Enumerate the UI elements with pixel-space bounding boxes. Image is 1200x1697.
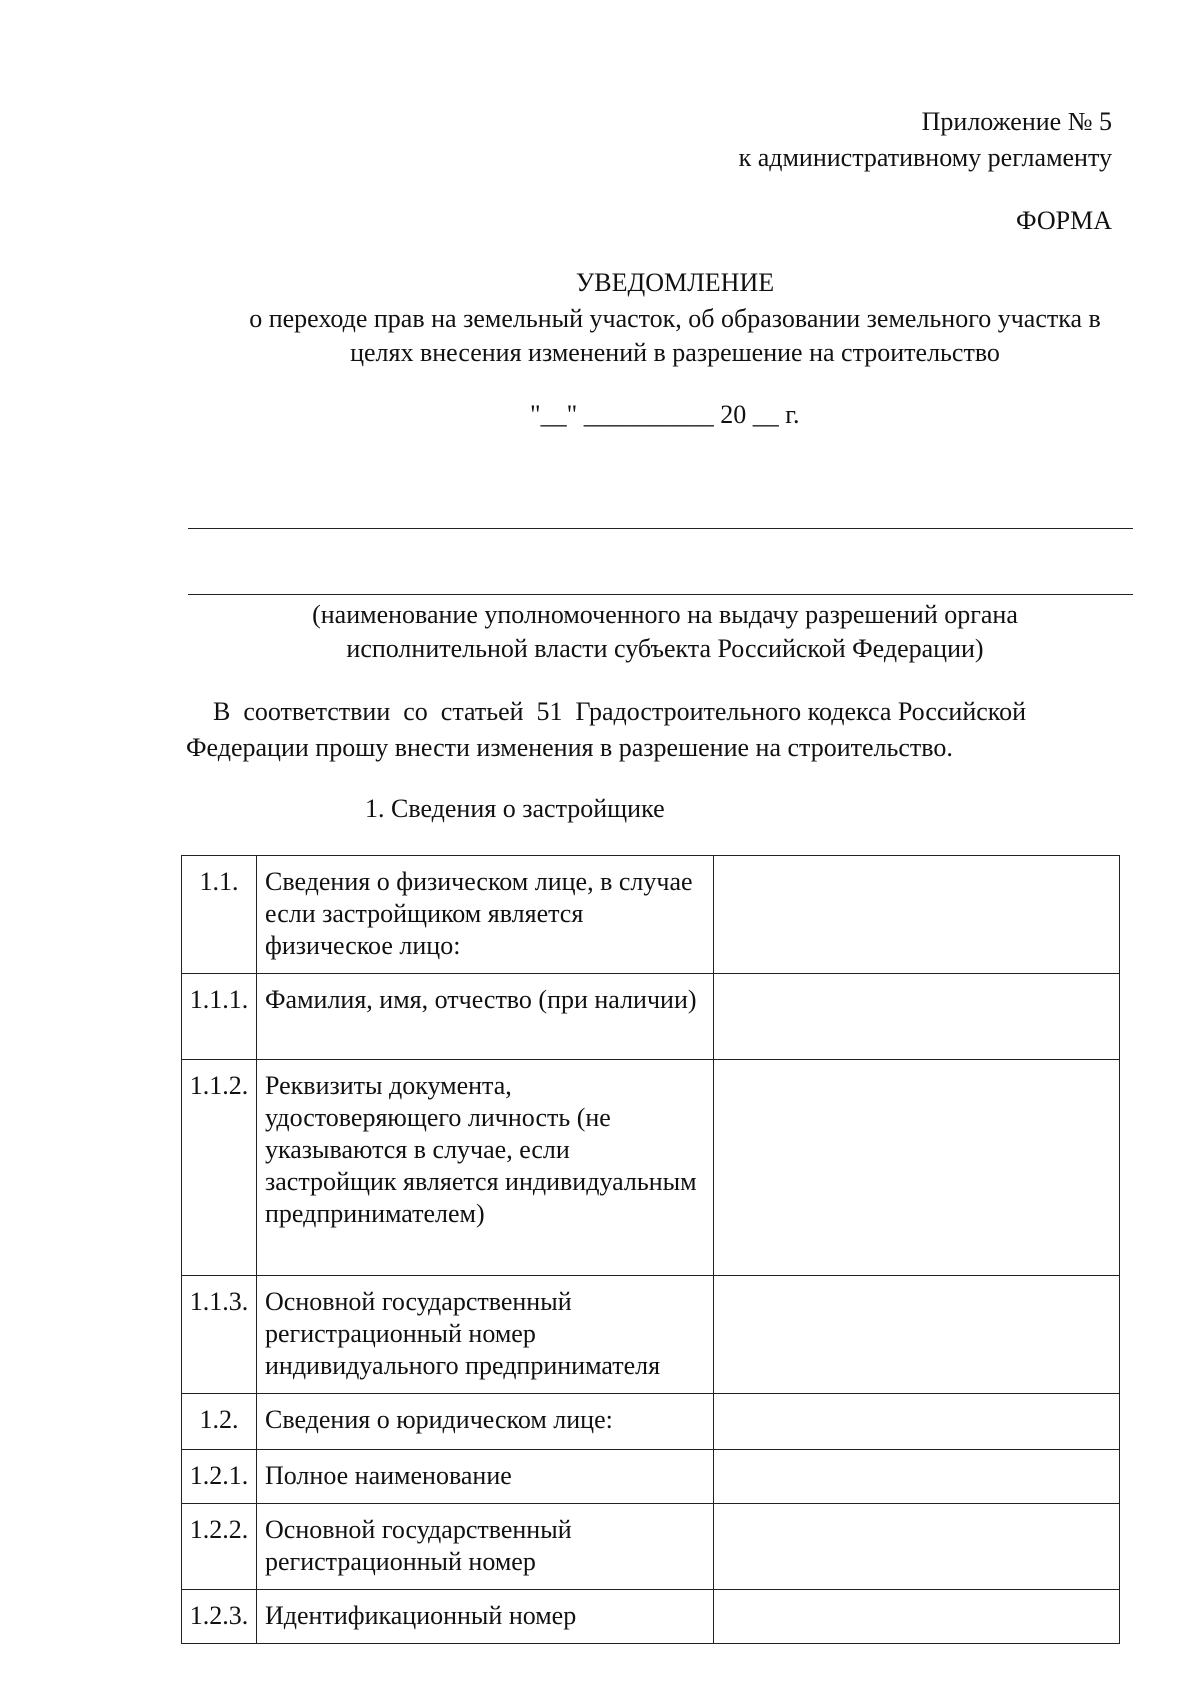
row-label: Реквизиты документа, удостоверяющего личность (не указываются в случае, если застройщик является индивидуальным предпринимателем) [257, 1060, 714, 1276]
authority-blank-line-1[interactable] [188, 528, 1133, 529]
row-label: Сведения о физическом лице, в случае если застройщиком является физическое лицо: [257, 856, 714, 974]
row-value-field[interactable] [714, 1276, 1120, 1394]
form-label: ФОРМА [1016, 206, 1112, 235]
row-label: Фамилия, имя, отчество (при наличии) [257, 974, 714, 1060]
row-label: Идентификационный номер [257, 1590, 714, 1644]
row-label: Сведения о юридическом лице: [257, 1394, 714, 1450]
table-row [182, 1504, 1120, 1590]
row-label: Основной государственный регистрационный номер индивидуального предпринимателя [257, 1276, 714, 1394]
authority-caption-line-1: (наименование уполномоченного на выдачу разрешений органа [312, 600, 1018, 629]
table-row [182, 1394, 1120, 1450]
subtitle-line-2: целях внесения изменений в разрешение на строительство [350, 338, 1000, 367]
row-value-field[interactable] [714, 1060, 1120, 1276]
table-row [182, 1450, 1120, 1504]
authority-caption-line-2: исполнительной власти субъекта Российской Федерации) [346, 634, 984, 663]
row-label: Основной государственный регистрационный номер [257, 1504, 714, 1590]
row-number: 1.1.2. [182, 1060, 257, 1276]
row-value-field[interactable] [714, 974, 1120, 1060]
request-paragraph [186, 694, 1126, 766]
row-number: 1.1.1. [182, 974, 257, 1060]
document-subtitle [180, 302, 1170, 370]
row-number: 1.2.2. [182, 1504, 257, 1590]
appendix-reference: к административному регламенту [738, 143, 1112, 172]
row-number: 1.2.1. [182, 1450, 257, 1504]
date-field[interactable]: "__" __________ 20 __ г. [530, 400, 800, 429]
table-row [182, 856, 1120, 974]
row-number: 1.2.3. [182, 1590, 257, 1644]
section-heading: 1. Сведения о застройщике [365, 794, 665, 823]
row-value-field[interactable] [714, 1394, 1120, 1450]
table-row [182, 1060, 1120, 1276]
document-title: УВЕДОМЛЕНИЕ [575, 268, 775, 297]
row-number: 1.2. [182, 1394, 257, 1450]
row-label: Полное наименование [257, 1450, 714, 1504]
row-value-field[interactable] [714, 1504, 1120, 1590]
table-row [182, 1276, 1120, 1394]
row-number: 1.1. [182, 856, 257, 974]
table-row [182, 1590, 1120, 1644]
subtitle-line-1: о переходе прав на земельный участок, об образовании земельного участка в [249, 304, 1101, 333]
request-line-2: Федерации прошу внести изменения в разрешение на строительство. [186, 733, 953, 762]
row-number: 1.1.3. [182, 1276, 257, 1394]
appendix-header [739, 104, 1112, 176]
table-row [182, 974, 1120, 1060]
appendix-number: Приложение № 5 [921, 107, 1112, 136]
developer-info-table [181, 855, 1120, 1644]
authority-blank-line-2[interactable] [188, 594, 1133, 595]
row-value-field[interactable] [714, 856, 1120, 974]
request-line-1: В соответствии со статьей 51 Градостроительного кодекса Российской [213, 697, 1027, 726]
authority-caption [180, 598, 1150, 666]
row-value-field[interactable] [714, 1450, 1120, 1504]
row-value-field[interactable] [714, 1590, 1120, 1644]
